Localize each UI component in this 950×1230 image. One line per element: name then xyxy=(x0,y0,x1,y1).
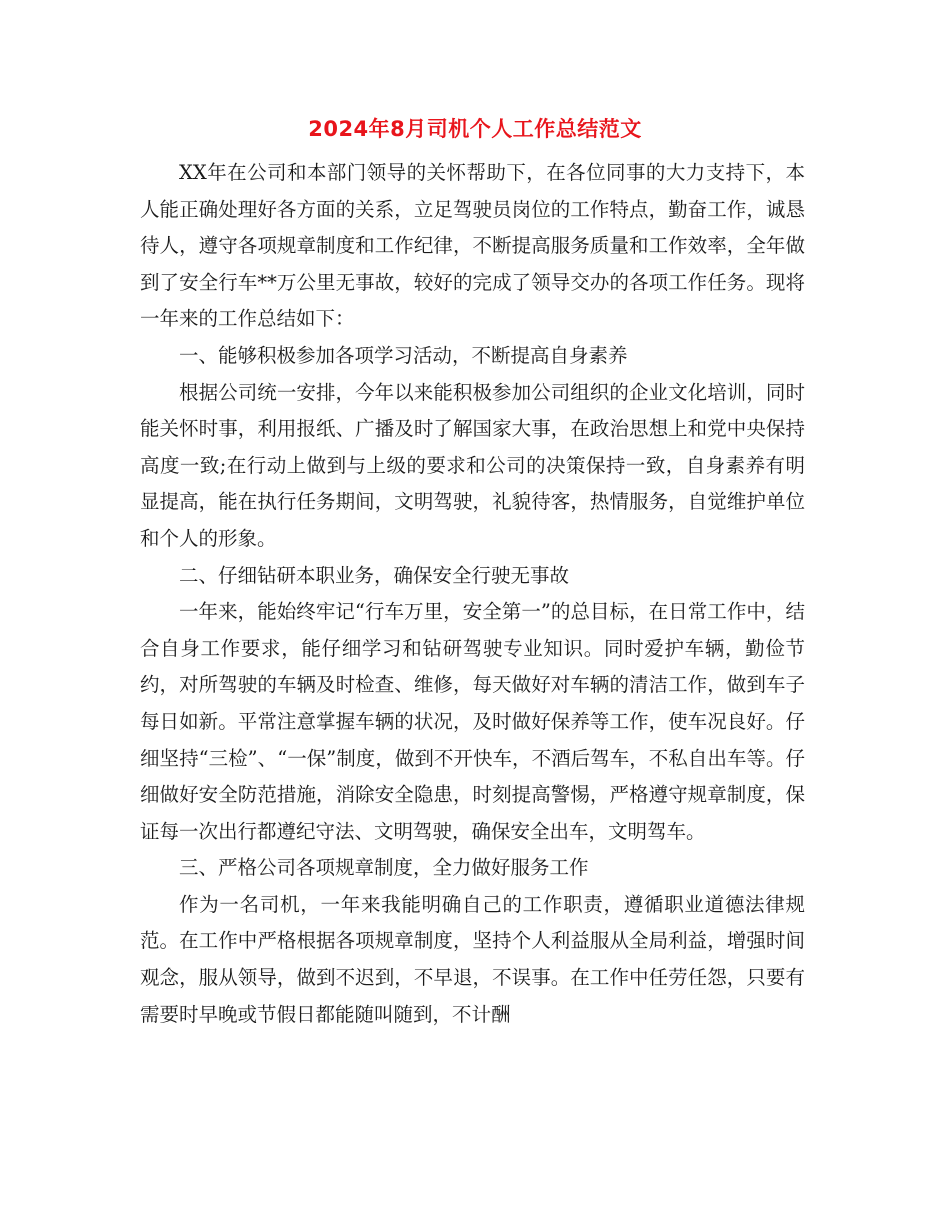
document-title: 2024年8月司机个人工作总结范文 xyxy=(308,117,642,141)
section-1-paragraph: 根据公司统一安排，今年以来能积极参加公司组织的企业文化培训，同时能关怀时事，利用报纸、广播及时了解国家大事，在政治思想上和党中央保持高度一致;在行动上做到与上级的要求和公司的决策保持一致，自身素养有明显提高，能在执行任务期间，文明驾驶，礼貌待客，热情服务，自觉维护单位和个人的形象。 xyxy=(140,380,805,550)
section-heading-3: 三、严格公司各项规章制度，全力做好服务工作 xyxy=(179,856,589,880)
intro-paragraph: XX年在公司和本部门领导的关怀帮助下，在各位同事的大力支持下，本人能正确处理好各方面的关系，立足驾驶员岗位的工作特点，勤奋工作，诚恳待人，遵守各项规章制度和工作纪律，不断提高服务质量和工作效率，全年做到了安全行车**万公里无事故，较好的完成了领导交办的各项工作任务。现将一年来的工作总结如下： xyxy=(140,161,805,331)
section-heading-1: 一、能够积极参加各项学习活动，不断提高自身素养 xyxy=(179,343,628,367)
section-heading-2: 二、仔细钻研本职业务，确保安全行驶无事故 xyxy=(179,563,570,587)
section-2-paragraph: 一年来，能始终牢记“行车万里，安全第一”的总目标，在日常工作中，结合自身工作要求，能仔细学习和钻研驾驶专业知识。同时爱护车辆，勤俭节约，对所驾驶的车辆及时检查、维修，每天做好对车辆的清洁工作，做到车子每日如新。平常注意掌握车辆的状况，及时做好保养等工作，使车况良好。仔细坚持“三检”、“一保”制度，做到不开快车，不酒后驾车，不私自出车等。仔细做好安全防范措施，消除安全隐患，时刻提高警惕，严格遵守规章制度，保证每一次出行都遵纪守法、文明驾驶，确保安全出车，文明驾车。 xyxy=(140,600,805,843)
document-body xyxy=(140,155,805,1033)
section-3-paragraph: 作为一名司机，一年来我能明确自己的工作职责，遵循职业道德法律规范。在工作中严格根据各项规章制度，坚持个人利益服从全局利益，增强时间观念，服从领导，做到不迟到，不早退，不误事。在工作中任劳任怨，只要有需要时早晚或节假日都能随叫随到，不计酬 xyxy=(140,892,805,1026)
